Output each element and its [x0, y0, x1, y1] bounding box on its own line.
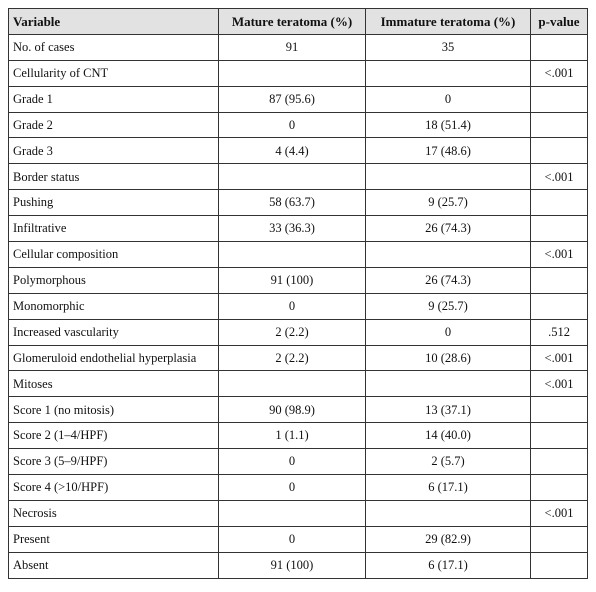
mature-teratoma-cell: 91 (100) [219, 552, 366, 578]
variable-cell: Score 3 (5–9/HPF) [9, 449, 219, 475]
variable-cell: Pushing [9, 190, 219, 216]
mature-teratoma-cell: 90 (98.9) [219, 397, 366, 423]
immature-teratoma-cell: 0 [366, 319, 531, 345]
immature-teratoma-cell: 9 (25.7) [366, 293, 531, 319]
table-body [9, 34, 588, 578]
p-value-cell: <.001 [531, 371, 588, 397]
table-row [9, 345, 588, 371]
immature-teratoma-cell: 17 (48.6) [366, 138, 531, 164]
immature-teratoma-cell: 10 (28.6) [366, 345, 531, 371]
mature-teratoma-cell: 58 (63.7) [219, 190, 366, 216]
variable-cell: Score 1 (no mitosis) [9, 397, 219, 423]
table-row [9, 164, 588, 190]
immature-teratoma-cell: 6 (17.1) [366, 552, 531, 578]
results-table [8, 8, 588, 579]
variable-cell: Absent [9, 552, 219, 578]
table-row [9, 526, 588, 552]
variable-cell: Score 4 (>10/HPF) [9, 475, 219, 501]
table-row [9, 552, 588, 578]
immature-teratoma-cell: 35 [366, 34, 531, 60]
table-row [9, 500, 588, 526]
immature-teratoma-cell: 29 (82.9) [366, 526, 531, 552]
variable-cell: Mitoses [9, 371, 219, 397]
immature-teratoma-cell: 9 (25.7) [366, 190, 531, 216]
p-value-cell: .512 [531, 319, 588, 345]
mature-teratoma-cell [219, 242, 366, 268]
p-value-cell: <.001 [531, 60, 588, 86]
p-value-cell [531, 216, 588, 242]
variable-cell: Cellular composition [9, 242, 219, 268]
table-row [9, 86, 588, 112]
table-row [9, 449, 588, 475]
mature-teratoma-cell [219, 500, 366, 526]
header-row [9, 9, 588, 35]
variable-cell: Present [9, 526, 219, 552]
p-value-cell [531, 293, 588, 319]
p-value-cell [531, 526, 588, 552]
mature-teratoma-cell: 0 [219, 293, 366, 319]
mature-teratoma-cell: 0 [219, 526, 366, 552]
mature-teratoma-cell: 91 [219, 34, 366, 60]
table-row [9, 34, 588, 60]
immature-teratoma-cell: 0 [366, 86, 531, 112]
variable-cell: Polymorphous [9, 267, 219, 293]
immature-teratoma-cell [366, 371, 531, 397]
table-row [9, 112, 588, 138]
header-mature-teratoma: Mature teratoma (%) [219, 9, 366, 35]
variable-cell: Score 2 (1–4/HPF) [9, 423, 219, 449]
immature-teratoma-cell: 26 (74.3) [366, 267, 531, 293]
mature-teratoma-cell: 4 (4.4) [219, 138, 366, 164]
header-immature-teratoma: Immature teratoma (%) [366, 9, 531, 35]
variable-cell: Grade 2 [9, 112, 219, 138]
mature-teratoma-cell [219, 164, 366, 190]
immature-teratoma-cell: 14 (40.0) [366, 423, 531, 449]
p-value-cell [531, 397, 588, 423]
p-value-cell [531, 112, 588, 138]
table-row [9, 293, 588, 319]
immature-teratoma-cell [366, 60, 531, 86]
mature-teratoma-cell: 87 (95.6) [219, 86, 366, 112]
table-row [9, 423, 588, 449]
table-row [9, 267, 588, 293]
variable-cell: Necrosis [9, 500, 219, 526]
mature-teratoma-cell: 2 (2.2) [219, 319, 366, 345]
variable-cell: Infiltrative [9, 216, 219, 242]
immature-teratoma-cell: 26 (74.3) [366, 216, 531, 242]
variable-cell: Cellularity of CNT [9, 60, 219, 86]
mature-teratoma-cell: 1 (1.1) [219, 423, 366, 449]
mature-teratoma-cell: 2 (2.2) [219, 345, 366, 371]
variable-cell: Border status [9, 164, 219, 190]
mature-teratoma-cell: 33 (36.3) [219, 216, 366, 242]
variable-cell: Grade 3 [9, 138, 219, 164]
table-row [9, 397, 588, 423]
variable-cell: Glomeruloid endothelial hyperplasia [9, 345, 219, 371]
immature-teratoma-cell [366, 500, 531, 526]
header-p-value: p-value [531, 9, 588, 35]
p-value-cell: <.001 [531, 345, 588, 371]
p-value-cell [531, 86, 588, 112]
table-row [9, 475, 588, 501]
mature-teratoma-cell: 0 [219, 475, 366, 501]
immature-teratoma-cell: 2 (5.7) [366, 449, 531, 475]
mature-teratoma-cell: 91 (100) [219, 267, 366, 293]
variable-cell: No. of cases [9, 34, 219, 60]
table-row [9, 242, 588, 268]
immature-teratoma-cell [366, 242, 531, 268]
table-row [9, 60, 588, 86]
variable-cell: Monomorphic [9, 293, 219, 319]
p-value-cell [531, 552, 588, 578]
p-value-cell: <.001 [531, 500, 588, 526]
p-value-cell [531, 138, 588, 164]
table-row [9, 319, 588, 345]
mature-teratoma-cell: 0 [219, 449, 366, 475]
p-value-cell [531, 449, 588, 475]
p-value-cell [531, 190, 588, 216]
mature-teratoma-cell [219, 60, 366, 86]
p-value-cell: <.001 [531, 164, 588, 190]
variable-cell: Grade 1 [9, 86, 219, 112]
header-variable: Variable [9, 9, 219, 35]
table-row [9, 216, 588, 242]
mature-teratoma-cell: 0 [219, 112, 366, 138]
p-value-cell [531, 267, 588, 293]
immature-teratoma-cell: 6 (17.1) [366, 475, 531, 501]
variable-cell: Increased vascularity [9, 319, 219, 345]
table-row [9, 138, 588, 164]
p-value-cell [531, 423, 588, 449]
immature-teratoma-cell: 18 (51.4) [366, 112, 531, 138]
p-value-cell [531, 34, 588, 60]
mature-teratoma-cell [219, 371, 366, 397]
p-value-cell [531, 475, 588, 501]
p-value-cell: <.001 [531, 242, 588, 268]
table-row [9, 190, 588, 216]
immature-teratoma-cell: 13 (37.1) [366, 397, 531, 423]
table-row [9, 371, 588, 397]
immature-teratoma-cell [366, 164, 531, 190]
